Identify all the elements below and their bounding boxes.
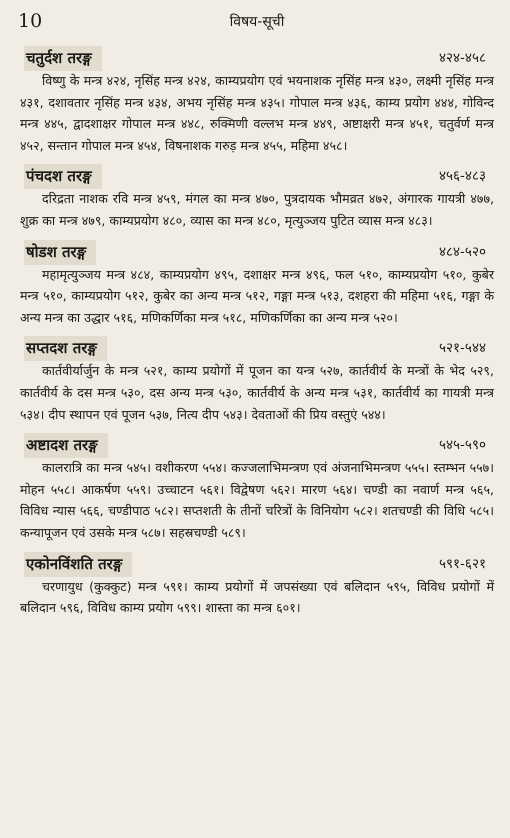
page-number: 10 [18, 10, 43, 32]
section-page-range: ५२१-५४४ [439, 340, 486, 357]
running-header [18, 6, 496, 42]
section-text: महामृत्युञ्जय मन्त्र ४८४, काम्यप्रयोग ४९५, दशाक्षर मन्त्र ४९६, फल ५१०, काम्यप्रयोग ५१०, कुबेर मन्त्र ५१०, काम्यप्रयोग ५१२, कुबेर का अन्य मन्त्र ५१२, गङ्गा मन्त्र ५१३, दशहरा की महिमा ५१६, गङ्गा के अन्य मन्त्र का उद्धार ५१६, मणिकर्णिका मन्त्र ५१८, मणिकर्णिका का अन्य मन्त्र ५२०। [20, 266, 494, 325]
section-text: विष्णु के मन्त्र ४२४, नृसिंह मन्त्र ४२४, काम्यप्रयोग एवं भयनाशक नृसिंह मन्त्र ४३०, लक्ष्मी नृसिंह मन्त्र ४३१, दशावतार नृसिंह मन्त्र ४३४, अभय नृसिंह मन्त्र ४३५। गोपाल मन्त्र ४३६, काम्य प्रयोग ४४४, गोविन्द मन्त्र ४४५, द्वादशाक्षर गोपाल मन्त्र ४४८, रुक्मिणी वल्लभ मन्त्र ४४९, अष्टाक्षरी मन्त्र ४५१, चतुर्वर्ण मन्त्र ४५२, सन्तान गोपाल मन्त्र ४५४, विषनाशक गरुड़ मन्त्र ४५५, महिमा ४५८। [20, 73, 494, 153]
section-heading [18, 160, 496, 188]
section-heading [18, 332, 496, 360]
section-text: चरणायुध (कुक्कुट) मन्त्र ५९१। काम्य प्रयोगों में जपसंख्या एवं बलिदान ५९५, विविध प्रयोगों में बलिदान ५९६, विविध काम्य प्रयोग ५९९। शास्ता का मन्त्र ६०१। [20, 578, 494, 616]
section-page-range: ५४५-५९० [439, 437, 486, 454]
section-14 [18, 42, 496, 156]
section-page-range: ४८४-५२० [439, 243, 486, 260]
section-heading [18, 42, 496, 70]
section-16 [18, 236, 496, 329]
section-title: एकोनविंशति तरङ्ग [24, 552, 132, 577]
section-heading [18, 429, 496, 457]
section-text: कार्तवीर्यार्जुन के मन्त्र ५२१, काम्य प्रयोगों में पूजन का यन्त्र ५२७, कार्तवीर्य के मन्त्रों के भेद ५२९, कार्तवीर्य के दस मन्त्र ५३०, दस अन्य मन्त्र ५३०, कार्तवीर्य के अन्य मन्त्र ५३१, कार्तवीर्य का गायत्री मन्त्र ५३४। दीप स्थापन एवं पूजन ५३७, नित्य दीप ५४३। देवताओं की प्रिय वस्तुएं ५४४। [20, 363, 494, 422]
section-heading [18, 236, 496, 264]
section-19 [18, 548, 496, 619]
section-title: पंचदश तरङ्ग [24, 164, 102, 189]
section-title: अष्टादश तरङ्ग [24, 433, 108, 458]
section-15 [18, 160, 496, 231]
section-18 [18, 429, 496, 543]
section-page-range: ४२४-४५८ [439, 50, 486, 66]
section-title: चतुर्दश तरङ्ग [24, 46, 102, 71]
section-17 [18, 332, 496, 425]
section-title: सप्तदश तरङ्ग [24, 336, 107, 361]
section-heading [18, 548, 496, 576]
section-text: दरिद्रता नाशक रवि मन्त्र ४५९, मंगल का मन्त्र ४७०, पुत्रदायक भौमव्रत ४७२, अंगारक गायत्री ४७७, शुक्र का मन्त्र ४७९, काम्यप्रयोग ४८०, व्यास का मन्त्र ४८०, मृत्युञ्जय पुटित व्यास मन्त्र ४८३। [20, 191, 494, 228]
section-title: षोडश तरङ्ग [24, 240, 96, 265]
section-page-range: ४५६-४८३ [439, 168, 486, 185]
section-text: कालरात्रि का मन्त्र ५४५। वशीकरण ५५४। कज्जलाभिमन्त्रण एवं अंजनाभिमन्त्रण ५५५। स्तम्भन ५५७। मोहन ५५८। आकर्षण ५५९। उच्चाटन ५६१। विद्वेषण ५६२। मारण ५६४। चण्डी का नवार्ण मन्त्र ५६५, विविध न्यास ५६६, चण्डीपाठ ५८२। सप्तशती के तीनों चरित्रों के विनियोग ५८२। शतचण्डी की विधि ५८५। कन्यापूजन एवं उसके मन्त्र ५८७। सहस्रचण्डी ५८९। [20, 460, 494, 540]
running-title: विषय-सूची [229, 14, 285, 30]
section-page-range: ५९१-६२१ [439, 555, 486, 572]
